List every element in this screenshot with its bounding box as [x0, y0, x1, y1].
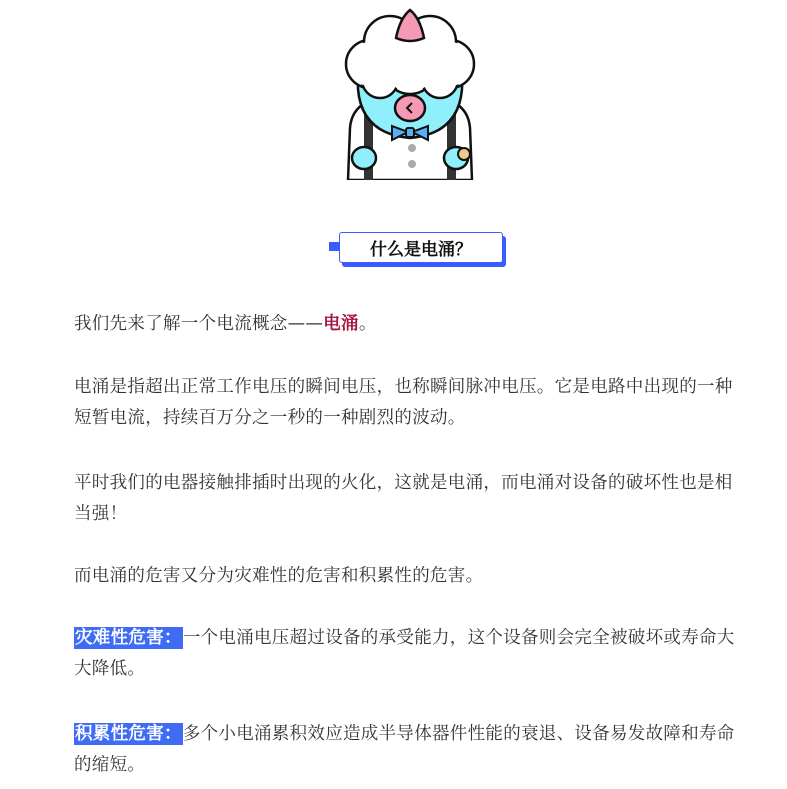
definition-paragraph: 电涌是指超出正常工作电压的瞬间电压，也称瞬间脉冲电压。它是电路中出现的一种短暂电流，持续百万分之一秒的一种剧烈的波动。 — [74, 377, 733, 428]
cumulative-label: 积累性危害： — [75, 724, 182, 744]
cumulative-text: 多个小电涌累积效应造成半导体器件性能的衰退、设备易发故障和寿命的缩短。 — [74, 724, 735, 775]
keyword-highlight: 电涌 — [323, 314, 359, 334]
example-paragraph: 平时我们的电器接触排插时出现的火化，这就是电涌，而电涌对设备的破坏性也是相当强！ — [74, 473, 733, 524]
harm-paragraph: 而电涌的危害又分为灾难性的危害和积累性的危害。 — [74, 566, 484, 586]
section-title — [329, 232, 509, 268]
title-box — [339, 232, 503, 263]
intro-text: 我们先来了解一个电流概念—— — [74, 314, 324, 334]
catastrophic-paragraph — [74, 623, 738, 685]
catastrophic-label: 灾难性危害： — [75, 628, 182, 648]
catastrophic-text: 一个电涌电压超过设备的承受能力，这个设备则会完全被破坏或寿命大大降低。 — [74, 628, 735, 679]
mascot-illustration — [340, 8, 480, 180]
intro-paragraph — [74, 309, 738, 340]
intro-end: 。 — [358, 314, 377, 334]
cumulative-paragraph — [74, 719, 738, 781]
title-text: 什么是电涌？ — [370, 240, 472, 260]
